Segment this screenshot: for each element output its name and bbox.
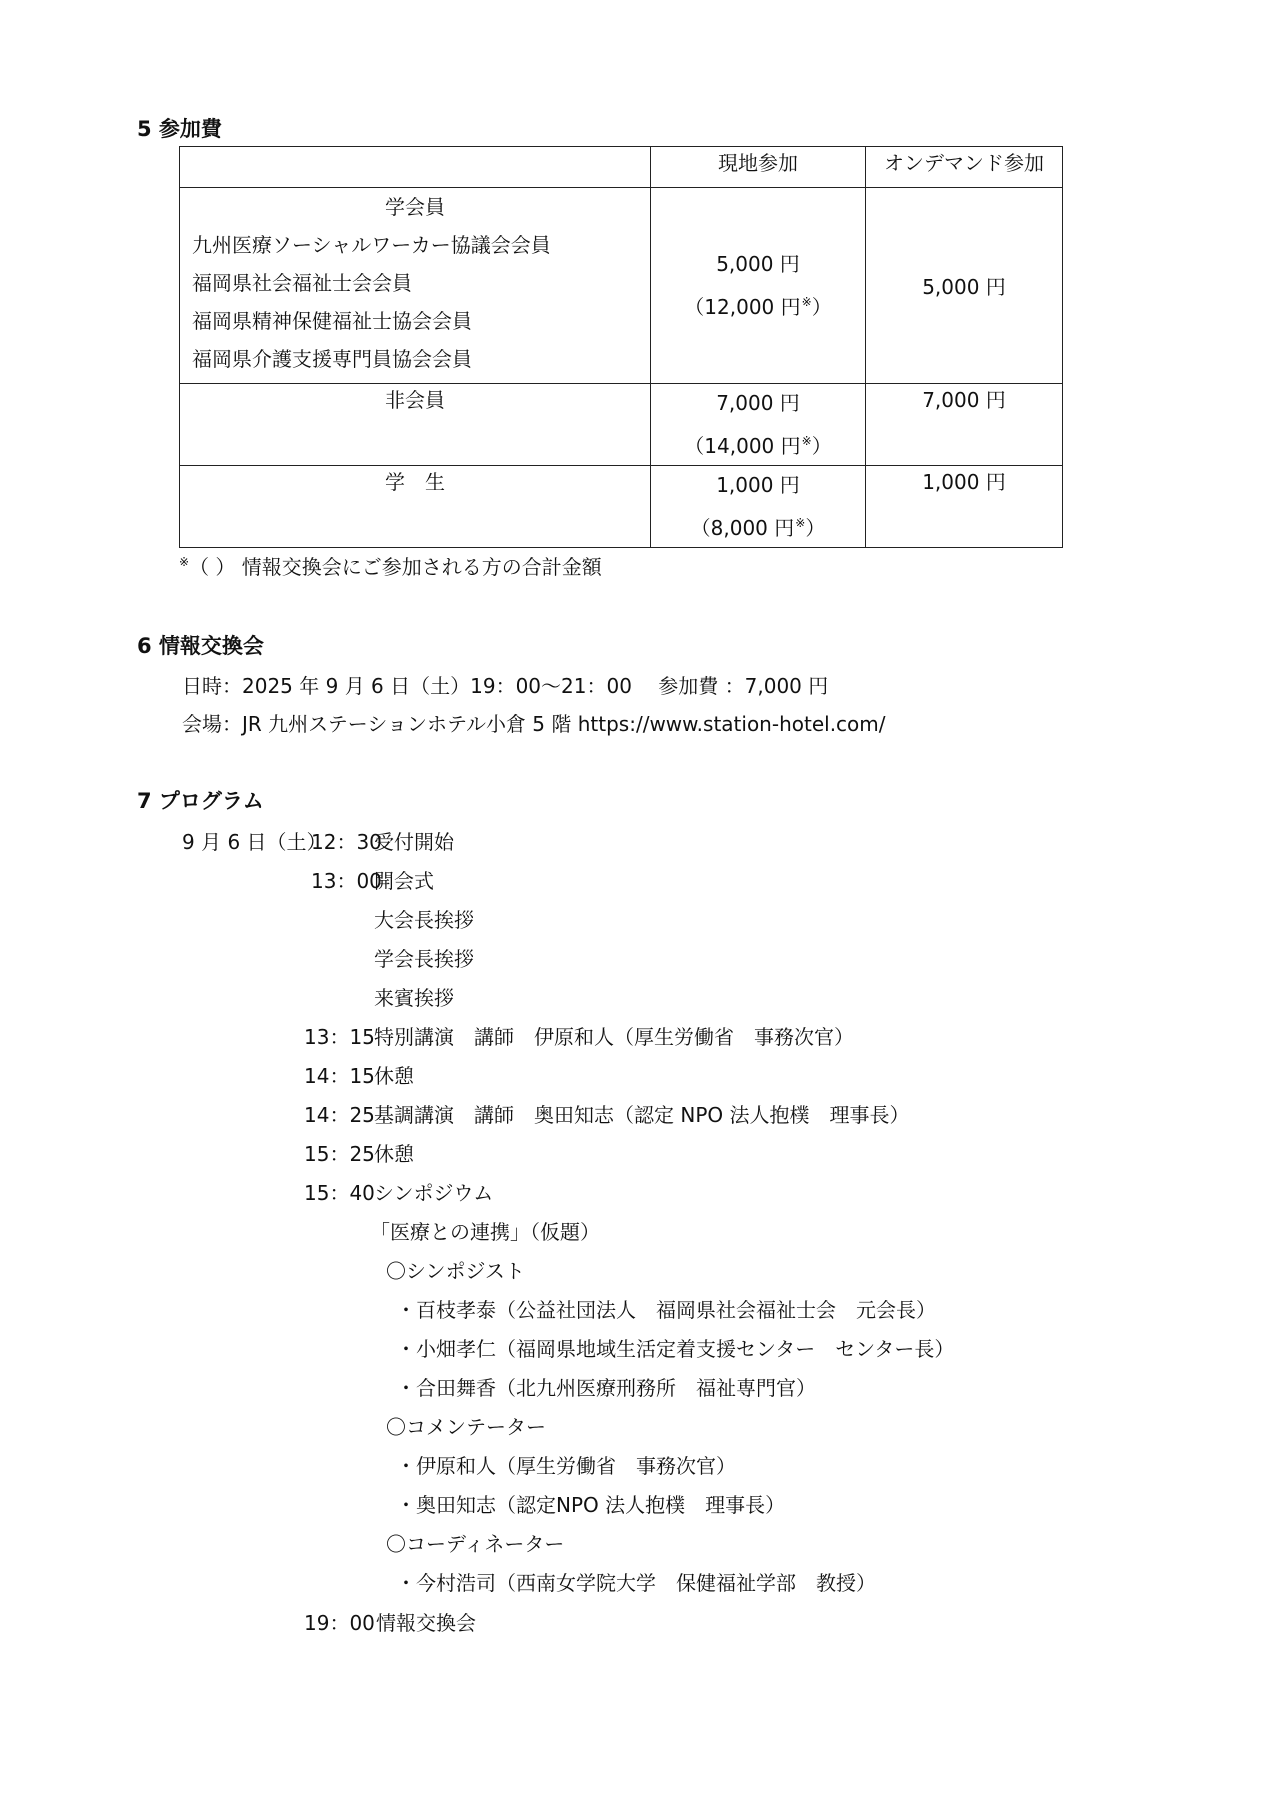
onsite-fee-with-exchange: （14,000 円※） <box>684 434 832 458</box>
fee-row-nonmembers <box>180 384 1063 466</box>
onsite-fee-students <box>651 466 866 548</box>
program-item: シンポジウム <box>374 1181 494 1205</box>
section6-heading: 6 情報交換会 <box>137 634 264 658</box>
program-item: ・合田舞香（北九州医療刑務所 福祉専門官） <box>396 1376 816 1400</box>
section5-heading: 5 参加費 <box>137 117 222 141</box>
program-item: 学会長挨拶 <box>374 947 474 971</box>
program-item: ・伊原和人（厚生労働省 事務次官） <box>396 1454 736 1478</box>
member-type: 学会員 <box>385 195 445 219</box>
member-type: 福岡県社会福祉士会会員 <box>192 271 412 295</box>
ondemand-fee-nonmembers: 7,000 円 <box>866 384 1063 466</box>
program-date: 9 月 6 日（土） <box>182 830 327 854</box>
onsite-fee-nonmembers <box>651 384 866 466</box>
program-time: 13：15 <box>304 1025 375 1049</box>
onsite-fee: 7,000 円 <box>716 391 800 415</box>
program-time: 13：00 <box>311 869 382 893</box>
program-item: 特別講演 講師 伊原和人（厚生労働省 事務次官） <box>374 1025 854 1049</box>
student-label: 学 生 <box>180 466 651 548</box>
header-label-cell <box>180 147 651 188</box>
program-time: 14：25 <box>304 1103 375 1127</box>
member-type: 福岡県介護支援専門員協会会員 <box>192 347 472 371</box>
fee-table-header-row <box>180 147 1063 188</box>
nonmember-label: 非会員 <box>180 384 651 466</box>
program-item: 来賓挨拶 <box>374 986 454 1010</box>
header-onsite: 現地参加 <box>651 147 866 188</box>
exchange-venue: 会場：JR 九州ステーションホテル小倉 5 階 https://www.station-hotel.com/ <box>182 712 886 736</box>
onsite-fee: 1,000 円 <box>716 473 800 497</box>
member-types-cell <box>180 188 651 384</box>
program-item: 開会式 <box>374 869 434 893</box>
program-item: 受付開始 <box>374 830 454 854</box>
onsite-fee-with-exchange: （8,000 円※） <box>690 516 826 540</box>
onsite-fee-with-exchange: （12,000 円※） <box>684 295 832 319</box>
note-text: （ ） 情報交換会にご参加される方の合計金額 <box>189 555 602 579</box>
program-item: ・百枝孝泰（公益社団法人 福岡県社会福祉士会 元会長） <box>396 1298 936 1322</box>
program-item: 休憩 <box>374 1142 414 1166</box>
program-item: 大会長挨拶 <box>374 908 474 932</box>
note-mark: ※ <box>179 555 190 569</box>
program-item: 情報交換会 <box>376 1611 476 1635</box>
fee-row-students <box>180 466 1063 548</box>
ondemand-fee-students: 1,000 円 <box>866 466 1063 548</box>
program-item: 〇コーディネーター <box>386 1532 565 1556</box>
onsite-fee-members <box>651 188 866 384</box>
member-type: 九州医療ソーシャルワーカー協議会会員 <box>192 233 551 257</box>
program-item: 〇コメンテーター <box>386 1415 546 1439</box>
program-item: 基調講演 講師 奥田知志（認定 NPO 法人抱樸 理事長） <box>374 1103 910 1127</box>
program-item: ・今村浩司（西南女学院大学 保健福祉学部 教授） <box>396 1571 876 1595</box>
fee-row-members <box>180 188 1063 384</box>
program-item: 「医療との連携」（仮題） <box>370 1220 600 1244</box>
exchange-datetime: 日時：2025 年 9 月 6 日（土）19：00～21：00 参加費 ：7,000 円 <box>182 674 829 698</box>
onsite-fee: 5,000 円 <box>716 252 800 276</box>
program-time: 15：25 <box>304 1142 375 1166</box>
fee-note <box>178 551 602 580</box>
header-ondemand: オンデマンド参加 <box>866 147 1063 188</box>
member-type: 福岡県精神保健福祉士協会会員 <box>192 309 472 333</box>
ondemand-fee-members: 5,000 円 <box>866 188 1063 384</box>
section7-heading: 7 プログラム <box>137 789 264 813</box>
program-time: 15：40 <box>304 1181 375 1205</box>
fee-table <box>179 146 1063 548</box>
program-item: 〇シンポジスト <box>386 1259 525 1283</box>
program-time: 14：15 <box>304 1064 375 1088</box>
program-item: 休憩 <box>374 1064 414 1088</box>
program-item: ・小畑孝仁（福岡県地域生活定着支援センター センター長） <box>396 1337 955 1361</box>
program-item: ・奥田知志（認定NPO 法人抱樸 理事長） <box>396 1493 786 1517</box>
program-time: 12：30 <box>311 830 382 854</box>
program-time: 19：00 <box>304 1611 375 1635</box>
